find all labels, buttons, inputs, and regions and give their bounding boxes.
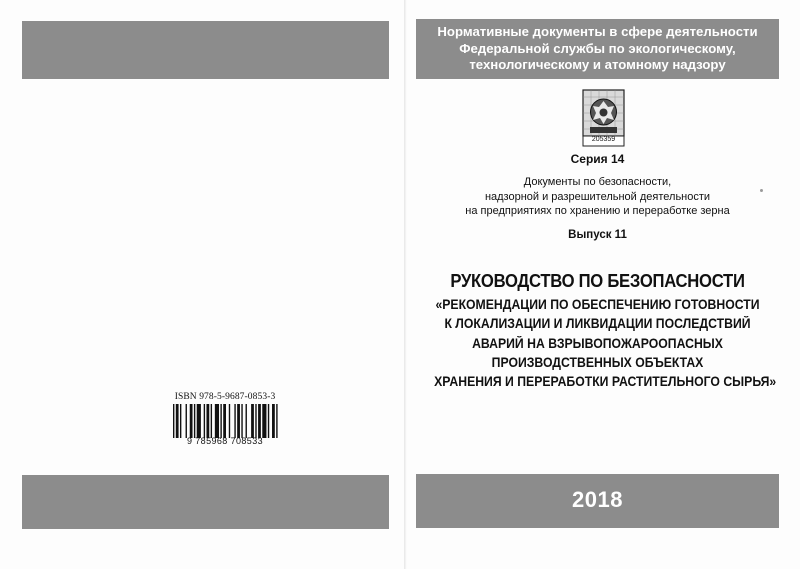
publication-year: 2018 (572, 487, 623, 512)
series-description-line: на предприятиях по хранению и переработке зерна (465, 205, 730, 217)
footer-band (416, 474, 779, 528)
back-cover-top-band (22, 21, 389, 79)
scan-speck (760, 189, 763, 192)
barcode-digits: 9 785968 708533 (186, 436, 264, 446)
header-line: Нормативные документы в сфере деятельности (437, 24, 758, 39)
header-line: Федеральной службы по экологическому, (459, 40, 736, 56)
header-band (416, 19, 779, 79)
emblem-number: 205359 (591, 136, 616, 143)
subtitle-line: АВАРИЙ НА ВЗРЫВОПОЖАРООПАСНЫХ (472, 335, 723, 351)
subtitle-line: «РЕКОМЕНДАЦИИ ПО ОБЕСПЕЧЕНИЮ ГОТОВНОСТИ (435, 297, 760, 312)
subtitle-line: К ЛОКАЛИЗАЦИИ И ЛИКВИДАЦИИ ПОСЛЕДСТВИЙ (444, 316, 751, 332)
issue-label: Выпуск 11 (568, 229, 627, 241)
subtitle-line: ПРОИЗВОДСТВЕННЫХ ОБЪЕКТАХ (491, 354, 704, 370)
isbn-number: ISBN 978-5-9687-0853-3 (174, 392, 276, 402)
barcode-icon (173, 404, 279, 438)
isbn-block (169, 392, 281, 450)
document-subtitle (416, 295, 779, 391)
subtitle-line: ХРАНЕНИЯ И ПЕРЕРАБОТКИ РАСТИТЕЛЬНОГО СЫРЬЯ» (434, 374, 777, 390)
header-line: технологическому и атомному надзору (469, 57, 726, 72)
document-title: РУКОВОДСТВО ПО БЕЗОПАСНОСТИ (450, 270, 745, 291)
series-description-line: надзорной и разрешительной деятельности (484, 190, 711, 203)
series-description-line: Документы по безопасности, (523, 176, 672, 188)
spine-fold (404, 0, 407, 569)
back-cover-bottom-band (22, 475, 389, 529)
series-description (416, 175, 779, 219)
series-label: Серия 14 (570, 152, 625, 166)
